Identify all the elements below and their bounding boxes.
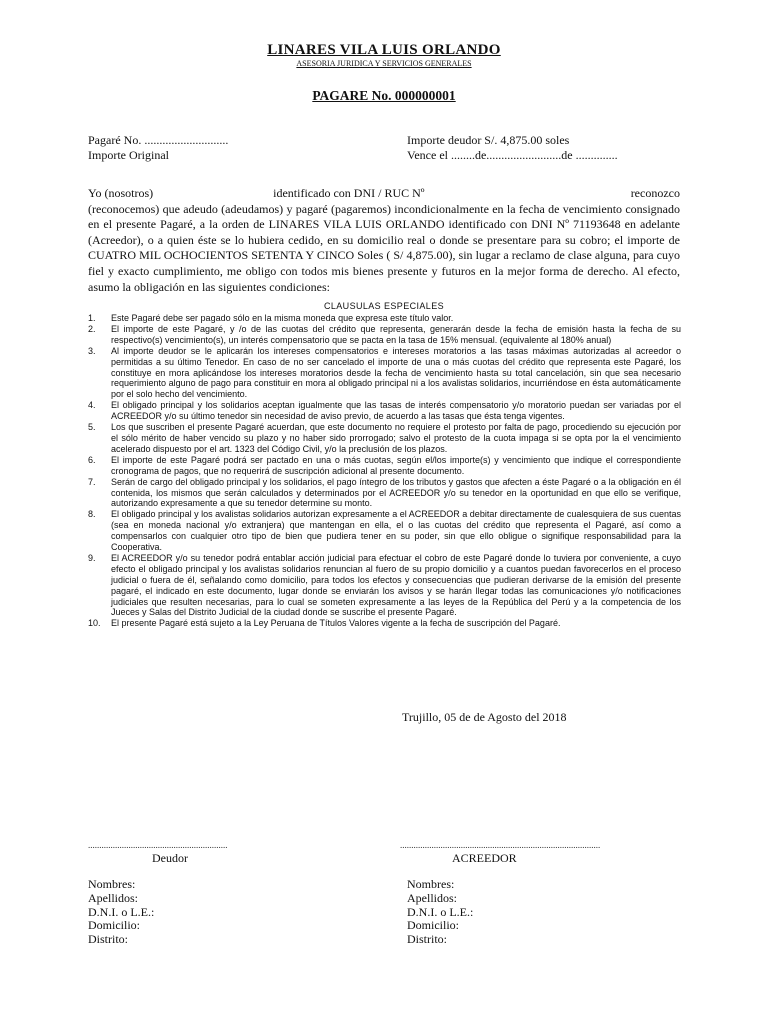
intro-identificado: identificado con DNI / RUC Nº bbox=[273, 186, 425, 200]
deudor-nombres-label: Nombres: bbox=[88, 877, 136, 891]
clause-item: 5. Los que suscriben el presente Pagaré acuerdan, que este documento no requiere el protesto por falta de pago, procediendo su ejecución por el sólo mérito de haber vencido su plazo y no haber sido prorrogado; salvo el protesto de la cuota impaga si se opta por la el vencimiento acelerado dispuesto por el art. 1323 del Código Civil, y/o la preclusión de los plazos. bbox=[88, 422, 681, 454]
acreedor-title: ACREEDOR bbox=[452, 851, 517, 865]
acreedor-fields bbox=[407, 878, 473, 947]
creditor-name-heading: LINARES VILA LUIS ORLANDO bbox=[267, 42, 501, 58]
clausulas-list bbox=[88, 313, 681, 629]
clause-item: 7. Serán de cargo del obligado principal y los solidarios, el pago íntegro de los tributos y gastos que afecten a éste Pagaré o a la obligación en él contenida, los mismos que serán calculados y determinados por el ACREEDOR y/o su tenedor en la oportunidad en que ello se verifique, autorizando expresamente a que su tenedor determine su monto. bbox=[88, 476, 681, 509]
acreedor-domicilio-label: Domicilio: bbox=[407, 918, 459, 933]
deudor-signature-line: .............................................................. bbox=[88, 840, 228, 850]
clause-item: 10. El presente Pagaré está sujeto a la Ley Peruana de Títulos Valores vigente a la fecha de suscripción del Pagaré. bbox=[88, 618, 561, 629]
clausulas-title: CLAUSULAS ESPECIALES bbox=[323, 301, 445, 311]
intro-body: (reconocemos) que adeudo (adeudamos) y pagaré (pagaremos) incondicionalmente en la fecha de vencimiento consignado en el presente Pagaré, a la orden de LINARES VILA LUIS ORLANDO identificado con DNI Nº 71193648 en adelante (Acreedor), o a quien éste se lo hubiera cedido, en su domicilio real o donde se presentare para su cobro; el importe de CUATRO MIL OCHOCIENTOS SETENTA Y CINCO Soles ( S/ 4,875.00), sin lugar a reclamo de clase alguna, para cuyo fiel y exacto cumplimiento, me obligo con todos mis bienes presente y futuros en la mejor forma de derecho. Al efecto, asumo la obligación en las siguientes condiciones: bbox=[88, 201, 680, 294]
clause-item: 4. El obligado principal y los solidarios aceptan igualmente que las tasas de interés compensatorio y/o moratorio puedan ser variadas por el ACREEDOR y/o su último tenedor sin necesidad de aviso previo, de acuerdo a las tasas que ésta tenga vigentes. bbox=[88, 400, 681, 422]
vence-field: Vence el ........de.........................de .............. bbox=[407, 148, 618, 162]
intro-reconozco: reconozco bbox=[630, 186, 680, 200]
pagare-no-field: Pagaré No. ............................ bbox=[88, 133, 229, 147]
pagare-number-title: PAGARE No. 000000001 bbox=[312, 88, 456, 103]
clause-item: 9. El ACREEDOR y/o su tenedor podrá entablar acción judicial para efectuar el cobro de este Pagaré donde lo tuviera por conveniente, a cuyo efecto el obligado principal y los avalistas solidarios renuncian al fuero de su propio domicilio y a cuantos puedan favorecerlos en el proceso judicial o fuera de él, señalando como domicilio, para todos los efectos y consecuencias que pudieran derivarse de la emisión del presente pagaré, el indicado en este documento, lugar donde se enviarán los avisos y se harán llegar todas las comunicaciones y/o notificaciones judiciales que resulten necesarias, para lo cual se someten expresamente a las leyes de la República del Perú y a la competencia de los Jueces y Salas del Distrito Judicial de la ciudad donde se suscribe el presente Pagaré. bbox=[88, 552, 681, 618]
clause-item: 1. Este Pagaré debe ser pagado sólo en la misma moneda que expresa este título valor. bbox=[88, 313, 454, 323]
importe-original-field: Importe Original bbox=[88, 148, 169, 162]
acreedor-dni-label: D.N.I. o L.E.: bbox=[407, 904, 474, 919]
intro-yo-nosotros: Yo (nosotros) bbox=[88, 186, 154, 200]
clause-item: 3. Al importe deudor se le aplicarán los intereses compensatorios e intereses moratorios a las tasas máximas autorizadas al acreedor o permitidas a su último Tenedor. En caso de no ser cancelado el importe de una o más cuotas del crédito que representa este Pagaré, los constituye en mora aplicándose los intereses moratorios desde la fecha de vencimiento hasta su total cancelación, sin que sea necesario requerimiento alguno de pago para constituir en mora al obligado principal ni a los avalistas solidarios, incurriéndose en ésta automáticamente por el solo hecho del vencimiento. bbox=[88, 345, 681, 400]
acreedor-apellidos-label: Apellidos: bbox=[407, 890, 457, 905]
clause-item: 6. El importe de este Pagaré podrá ser pactado en una o más cuotas, según el/los importe(s) y vencimiento que indique el correspondiente cronograma de pagos, que no requerirá de suscripción adicional al presente documento. bbox=[88, 454, 681, 476]
intro-paragraph bbox=[88, 186, 680, 295]
place-and-date: Trujillo, 05 de de Agosto del 2018 bbox=[402, 710, 567, 724]
creditor-subtitle: ASESORIA JURIDICA Y SERVICIOS GENERALES bbox=[296, 59, 472, 68]
importe-deudor-field: Importe deudor S/. 4,875.00 soles bbox=[407, 133, 570, 147]
acreedor-distrito-label: Distrito: bbox=[407, 932, 448, 947]
deudor-distrito-label: Distrito: bbox=[88, 932, 129, 947]
deudor-domicilio-label: Domicilio: bbox=[88, 918, 140, 933]
acreedor-nombres-label: Nombres: bbox=[407, 877, 455, 891]
deudor-apellidos-label: Apellidos: bbox=[88, 890, 138, 905]
clause-item: 8. El obligado principal y los avalistas solidarios autorizan expresamente a el ACREEDOR a debitar directamente de cualesquiera de sus cuentas (sea en moneda nacional y/o extranjera) que mantengan en ella, el o las cuotas del crédito que representa el Pagaré, así como a compensarlos con cualquier otro tipo de bien que pudiera tener en su poder, sin que ello obligue o signifique responsabilidad para la Cooperativa. bbox=[88, 509, 681, 553]
acreedor-signature-line: ......................................................................................... bbox=[400, 840, 601, 850]
deudor-dni-label: D.N.I. o L.E.: bbox=[88, 904, 155, 919]
deudor-title: Deudor bbox=[152, 851, 188, 865]
deudor-fields bbox=[88, 878, 154, 947]
clause-item: 2. El importe de este Pagaré, y /o de las cuotas del crédito que representa, generarán desde la fecha de emisión hasta la fecha de su respectivo(s) vencimiento(s), un interés compensatorio que se pacta en la tasa de 15% mensual. (equivalente al 180% anual) bbox=[88, 323, 681, 345]
